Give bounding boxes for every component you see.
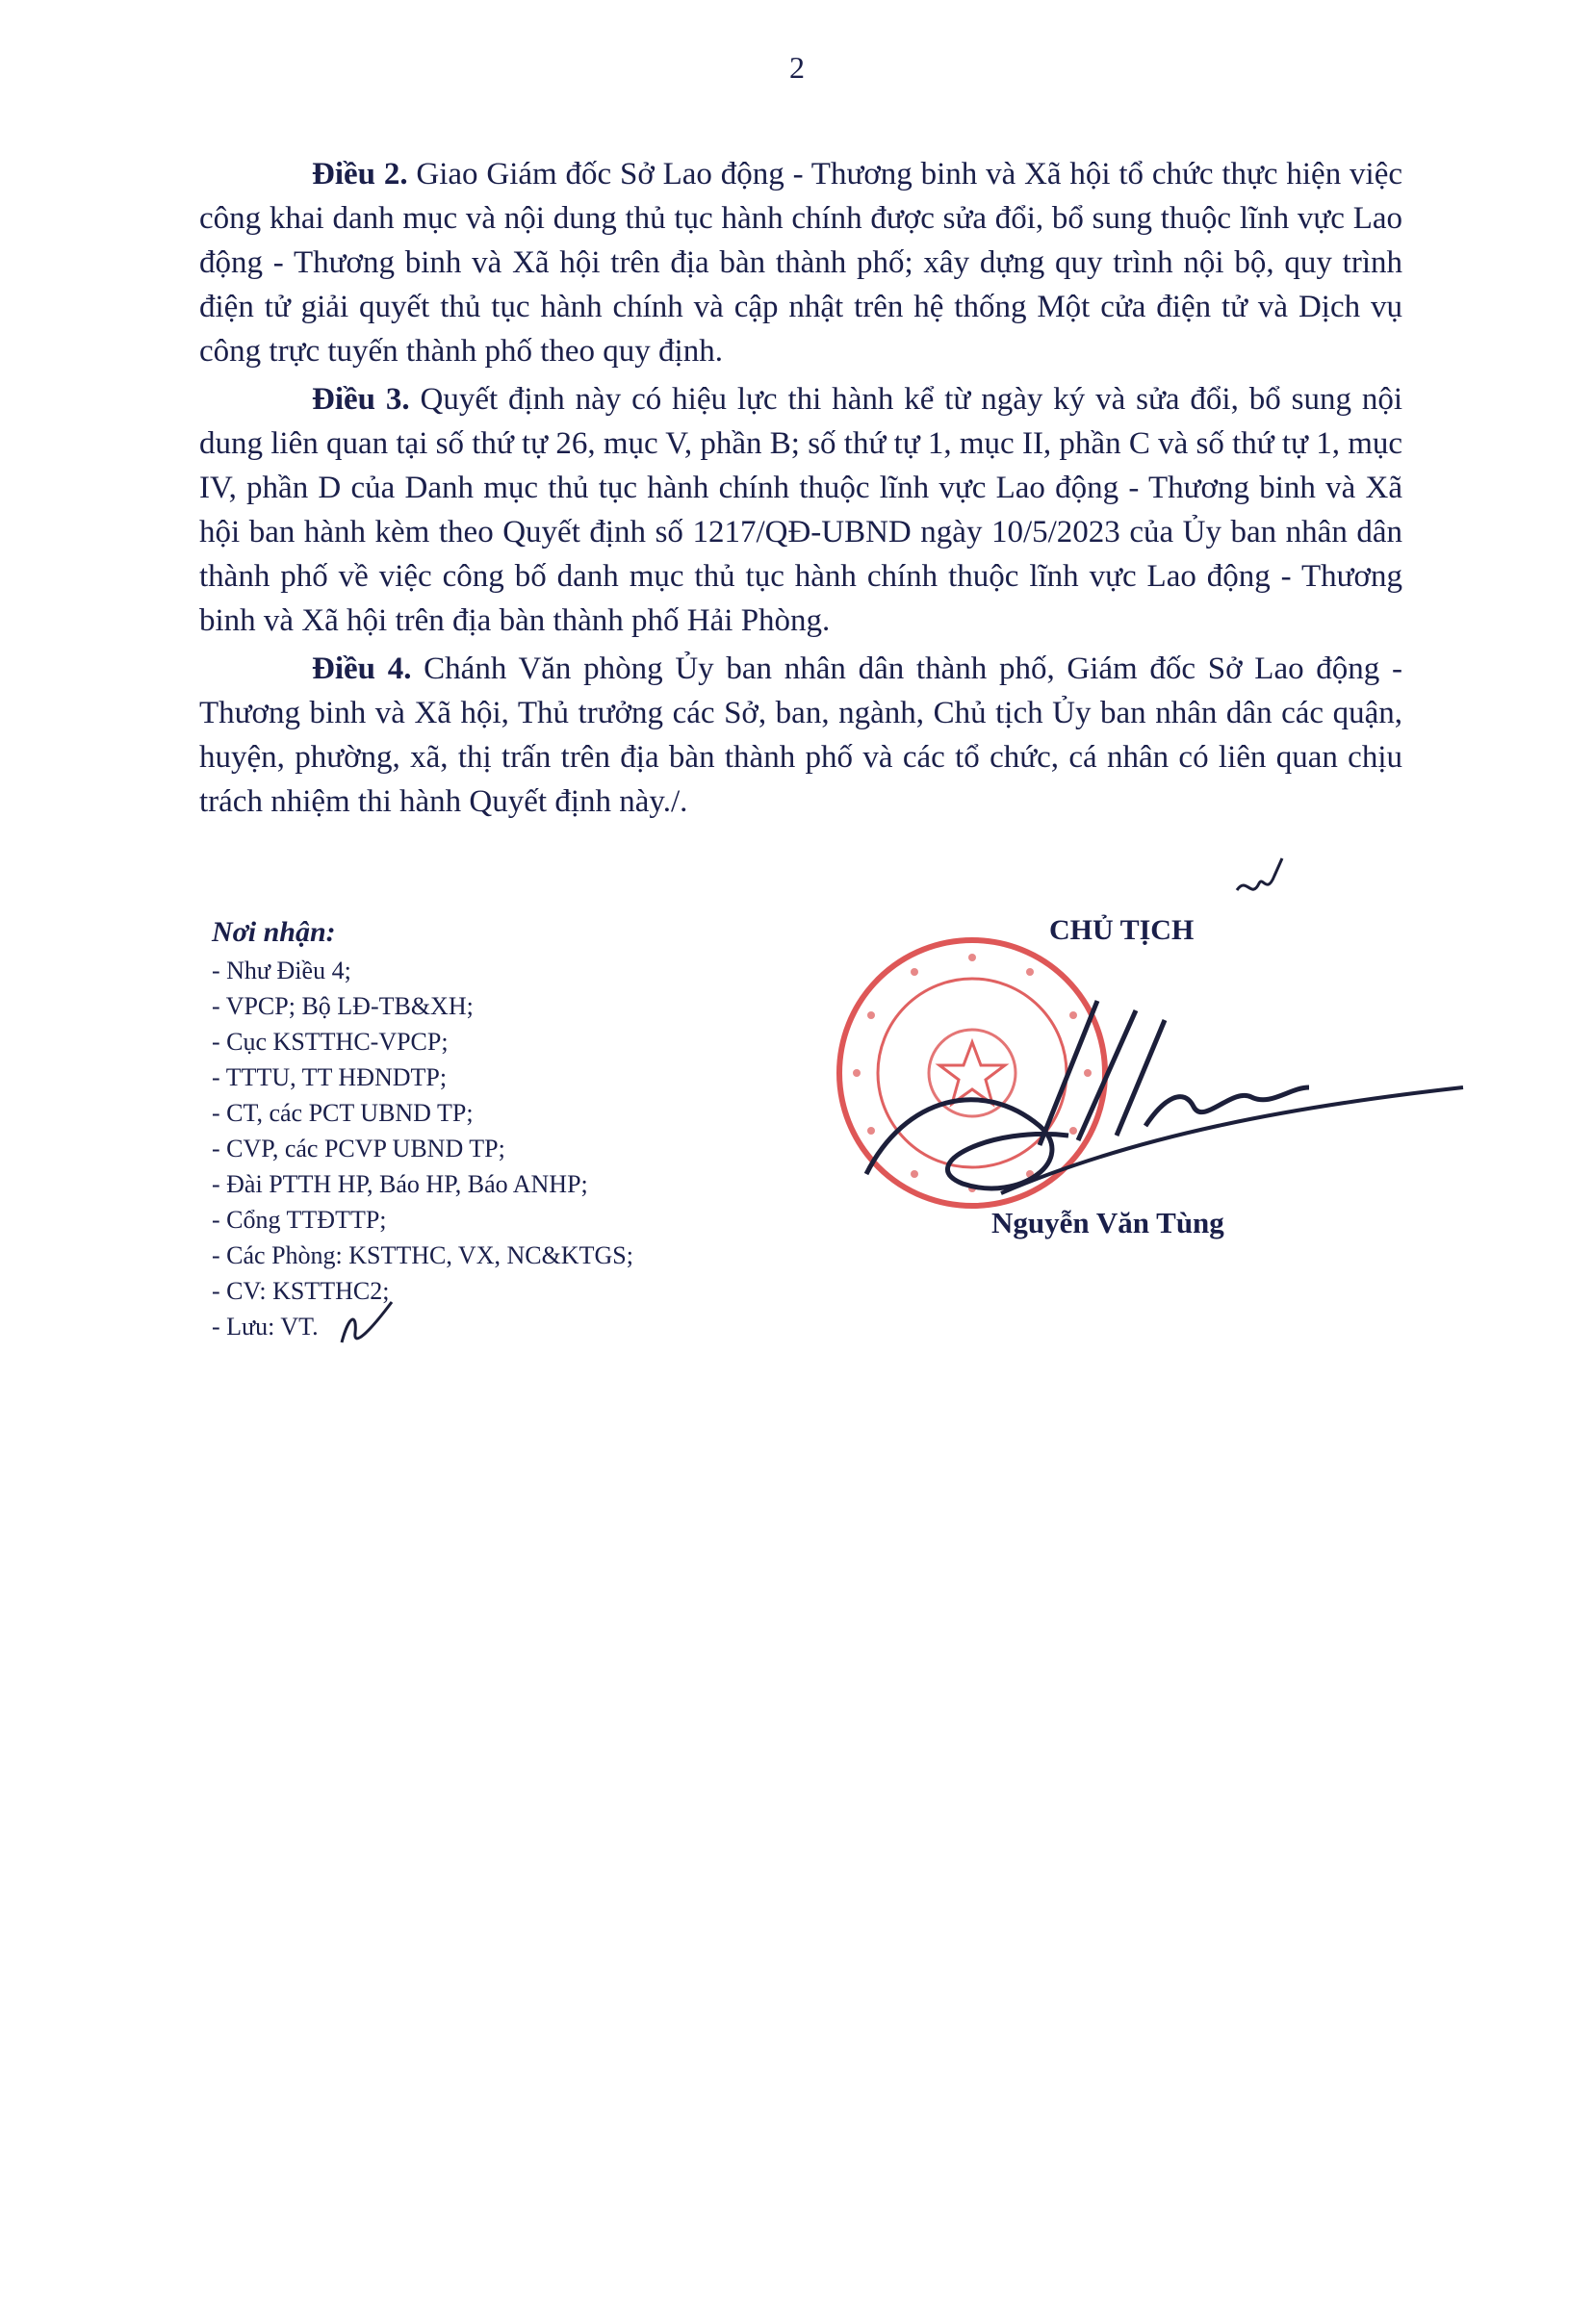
article-3-text: Quyết định này có hiệu lực thi hành kể từ ngày ký và sửa đổi, bổ sung nội dung liên quan tại số thứ tự 26, mục V, phần B; số thứ tự 1, mục II, phần C và số thứ tự 1, mục IV, phần D của Danh mục thủ tục hành chính thuộc lĩnh vực Lao động - Thương binh và Xã hội ban hành kèm theo Quyết định số 1217/QĐ-UBND ngày 10/5/2023 của Ủy ban nhân dân thành phố về việc công bố danh mục thủ tục hành chính thuộc lĩnh vực Lao động - Thương binh và Xã hội trên địa bàn thành phố Hải Phòng. (199, 382, 1403, 638)
document-body (199, 152, 1402, 828)
article-4-label: Điều 4. (312, 651, 412, 686)
recipients-title: Nơi nhận: (212, 916, 336, 948)
article-2-label: Điều 2. (312, 157, 408, 192)
initial-mark-icon (332, 1294, 399, 1352)
recipient-item: - Các Phòng: KSTTHC, VX, NC&KTGS; (212, 1241, 633, 1269)
recipient-item: - VPCP; Bộ LĐ-TB&XH; (212, 992, 474, 1020)
article-4-text: Chánh Văn phòng Ủy ban nhân dân thành phố, Giám đốc Sở Lao động - Thương binh và Xã hội, Thủ trưởng các Sở, ban, ngành, Chủ tịch Ủy ban nhân dân các quận, huyện, phường, xã, thị trấn trên địa bàn thành phố và các tổ chức, cá nhân có liên quan chịu trách nhiệm thi hành Quyết định này./. (199, 651, 1402, 819)
recipients-block (212, 916, 751, 1344)
recipient-item: - CT, các PCT UBND TP; (212, 1099, 474, 1127)
signer-title: CHỦ TỊCH (1049, 914, 1195, 946)
handwritten-signature-icon (847, 982, 1482, 1213)
initial-mark-icon (1232, 847, 1290, 905)
article-2 (199, 152, 1402, 373)
page-number: 2 (789, 50, 805, 85)
article-4 (199, 647, 1402, 824)
recipient-item: - Lưu: VT. (212, 1313, 319, 1341)
recipient-item: - TTTU, TT HĐNDTP; (212, 1063, 448, 1091)
recipient-item: - Như Điều 4; (212, 957, 351, 984)
recipient-item: - Đài PTTH HP, Báo HP, Báo ANHP; (212, 1170, 588, 1198)
article-3 (199, 377, 1402, 643)
article-3-label: Điều 3. (312, 382, 410, 417)
recipient-item: - Cổng TTĐTTP; (212, 1206, 387, 1234)
recipient-item: - CVP, các PCVP UBND TP; (212, 1135, 505, 1162)
article-2-text: Giao Giám đốc Sở Lao động - Thương binh và Xã hội tổ chức thực hiện việc công khai danh mục và nội dung thủ tục hành chính được sửa đổi, bổ sung thuộc lĩnh vực Lao động - Thương binh và Xã hội trên địa bàn thành phố; xây dựng quy trình nội bộ, quy trình điện tử giải quyết thủ tục hành chính và cập nhật trên hệ thống Một cửa điện tử và Dịch vụ công trực tuyến thành phố theo quy định. (199, 157, 1402, 369)
recipients-list (212, 953, 751, 1344)
recipient-item: - CV: KSTTHC2; (212, 1277, 390, 1305)
recipient-item: - Cục KSTTHC-VPCP; (212, 1028, 449, 1056)
signer-name: Nguyễn Văn Tùng (991, 1206, 1224, 1239)
